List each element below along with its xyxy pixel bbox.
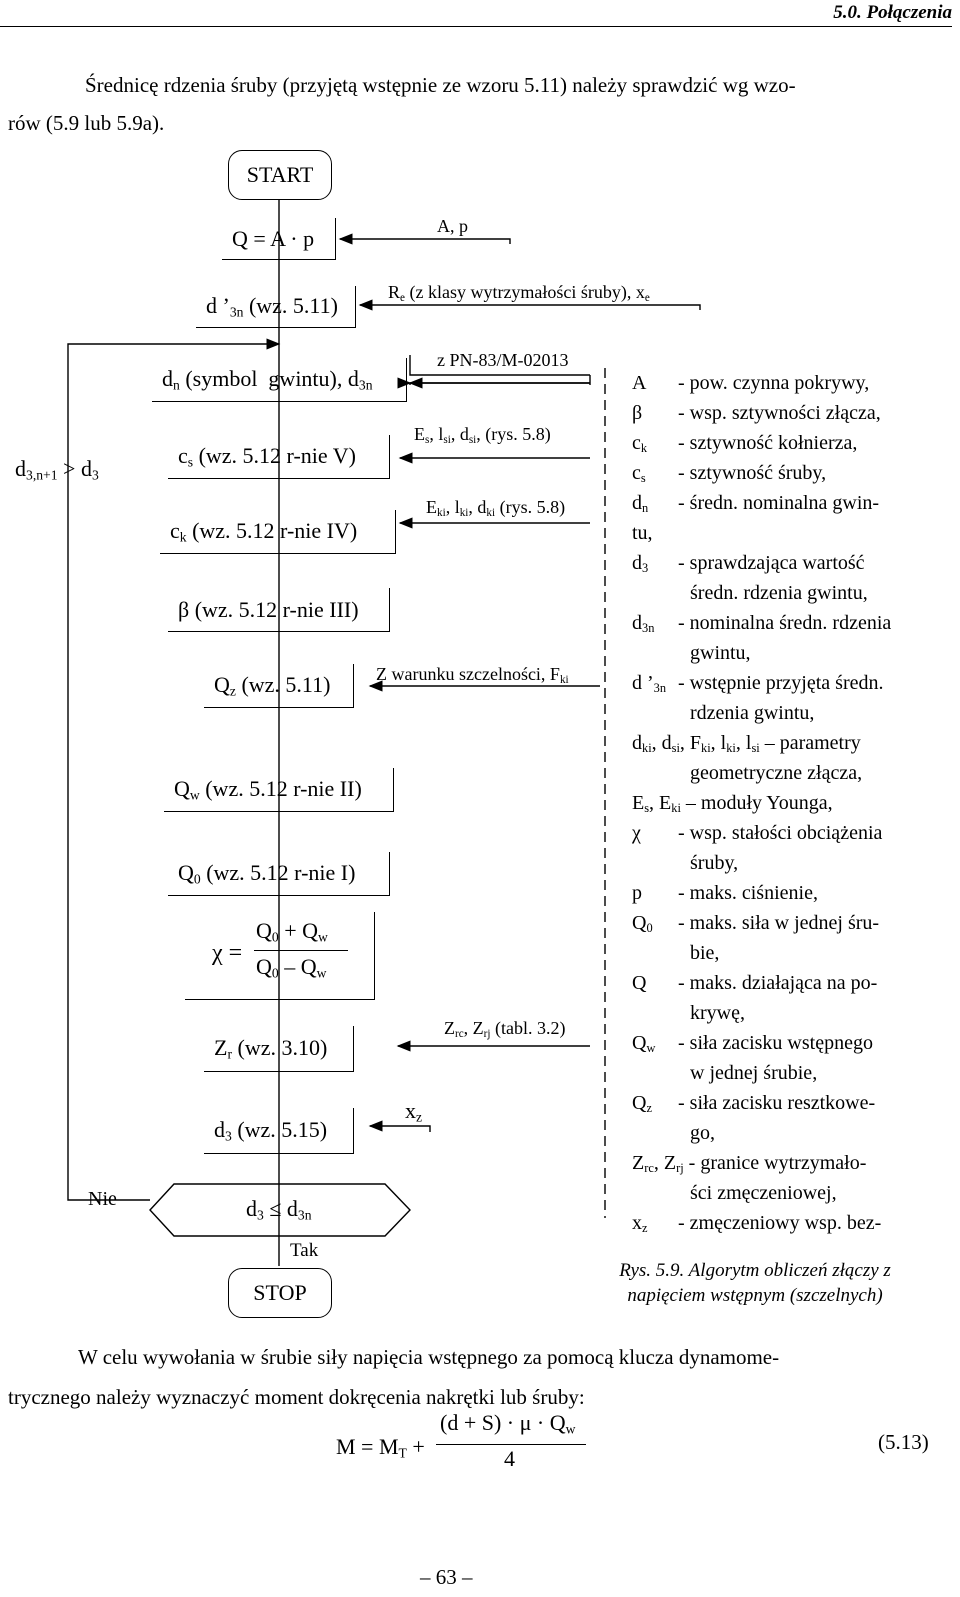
equation-fraction-bar bbox=[436, 1444, 586, 1445]
step-ck bbox=[160, 510, 396, 554]
step-cs-text: $c_s$ (wz. 5.12 r-nie V) bbox=[178, 442, 356, 470]
legend-xz: $x_z$ bbox=[632, 1212, 648, 1236]
step-qz bbox=[204, 664, 354, 708]
legend-dn-desc-2: tu, bbox=[632, 522, 653, 544]
legend-geom: $d_{ki}$, $d_{si}$, $F_{ki}$, $l_{ki}$, $l_{si}$ – parametry bbox=[632, 732, 861, 756]
legend-a-desc: - pow. czynna pokrywy, bbox=[678, 372, 870, 394]
step-q0-text: $Q_0$ (wz. 5.12 r-nie I) bbox=[178, 859, 356, 887]
legend-d3n-desc: - nominalna średn. rdzenia bbox=[678, 612, 892, 634]
stop-terminal: STOP bbox=[228, 1268, 332, 1318]
figure-caption bbox=[565, 1258, 945, 1308]
legend-q0-desc: - maks. siła w jednej śru- bbox=[678, 912, 880, 934]
legend-a: A bbox=[632, 372, 647, 394]
legend-q-desc-2: krywę, bbox=[690, 1002, 745, 1024]
arrow-a-p bbox=[340, 239, 510, 244]
page-number: – 63 – bbox=[420, 1565, 473, 1589]
legend-geom-desc-2: geometryczne złącza, bbox=[690, 762, 863, 784]
legend-dn: $d_n$ bbox=[632, 492, 649, 516]
intro-line-2: rów (5.9 lub 5.9a). bbox=[8, 111, 165, 135]
step-qz-text: $Q_z$ (wz. 5.11) bbox=[214, 671, 331, 699]
label-yes: Tak bbox=[290, 1240, 319, 1261]
step-d3n-text: d $’_{3n}$ (wz. 5.11) bbox=[206, 292, 338, 320]
step-q0 bbox=[168, 852, 390, 896]
step-qw bbox=[164, 768, 394, 812]
input-a-p: A, p bbox=[437, 216, 468, 236]
body-line-2: trycznego należy wyznaczyć moment dokręcenia nakrętki lub śruby: bbox=[8, 1385, 585, 1409]
legend-d3n-desc-2: gwintu, bbox=[690, 642, 751, 664]
caption-line-2: napięciem wstępnym (szczelnych) bbox=[627, 1285, 883, 1306]
equation-lhs: $M = M_T$ + bbox=[336, 1434, 425, 1461]
legend-zrc-desc: - granice wytrzymało- bbox=[688, 1152, 867, 1174]
input-re: $R_e$ (z klasy wytrzymałości śruby), $x_e$ bbox=[388, 282, 650, 304]
caption-line-1: Rys. 5.9. Algorytm obliczeń złączy z bbox=[619, 1260, 891, 1281]
legend-beta: β bbox=[632, 402, 643, 424]
legend-geom-desc: – parametry bbox=[764, 732, 861, 754]
chi-fraction-bar bbox=[254, 950, 348, 951]
step-q-text: Q = A · p bbox=[232, 225, 315, 251]
step-dn bbox=[152, 358, 407, 402]
legend-d3n-initial: d $’_{3n}$ bbox=[632, 672, 667, 696]
input-pn: z PN-83/M-02013 bbox=[437, 350, 569, 370]
legend-qw-desc-2: w jednej śrubie, bbox=[690, 1062, 818, 1084]
start-terminal: START bbox=[228, 150, 332, 200]
step-dn-text: $d_n$ (symbol gwintu), $d_{3n}$ bbox=[162, 365, 373, 393]
legend-p: p bbox=[632, 882, 642, 904]
legend-zrc-desc-2: ści zmęczeniowej, bbox=[690, 1182, 837, 1204]
equation-numerator: $(d + S) \cdot \mu \cdot Q_w$ bbox=[440, 1410, 576, 1437]
chi-denominator: $Q_0 - Q_w$ bbox=[256, 954, 327, 981]
legend-ck-desc: - sztywność kołnierza, bbox=[678, 432, 858, 454]
step-qw-text: $Q_w$ (wz. 5.12 r-nie II) bbox=[174, 775, 362, 803]
step-zr-text: $Z_r$ (wz. 3.10) bbox=[214, 1034, 328, 1062]
step-ck-text: $c_k$ (wz. 5.12 r-nie IV) bbox=[170, 517, 358, 545]
legend-qz: $Q_z$ bbox=[632, 1092, 652, 1116]
legend-qz-desc-2: go, bbox=[690, 1122, 715, 1144]
legend-beta-desc: - wsp. sztywności złącza, bbox=[678, 402, 881, 424]
input-fki: Z warunku szczelności, $F_{ki}$ bbox=[376, 664, 569, 686]
legend-cs-desc: - sztywność śruby, bbox=[678, 462, 827, 484]
step-cs bbox=[168, 435, 390, 479]
chi-numerator: $Q_0 + Q_w$ bbox=[256, 918, 328, 945]
step-beta-text: β (wz. 5.12 r-nie III) bbox=[178, 596, 359, 622]
input-ek: $E_{ki}$, $l_{ki}$, $d_{ki}$ (rys. 5.8) bbox=[426, 497, 566, 519]
legend-d3n-initial-desc: - wstępnie przyjęta średn. bbox=[678, 672, 884, 694]
legend-qz-desc: - siła zacisku resztkowe- bbox=[678, 1092, 876, 1114]
arrow-re bbox=[360, 305, 700, 310]
legend-chi: χ bbox=[632, 822, 641, 844]
legend-q: Q bbox=[632, 972, 647, 994]
arrow-xz bbox=[370, 1126, 430, 1132]
step-d3n-initial bbox=[196, 286, 356, 328]
legend-cs: $c_s$ bbox=[632, 462, 646, 486]
legend bbox=[632, 368, 952, 1238]
legend-q0-desc-2: bie, bbox=[690, 942, 720, 964]
equation-denominator: 4 bbox=[504, 1446, 515, 1471]
legend-q-desc: - maks. działająca na po- bbox=[678, 972, 878, 994]
legend-es: $E_s$, $E_{ki}$ – moduły Younga, bbox=[632, 792, 833, 816]
input-xz: $x_z$ bbox=[405, 1098, 423, 1125]
legend-p-desc: - maks. ciśnienie, bbox=[678, 882, 818, 904]
equation-number: (5.13) bbox=[878, 1430, 929, 1454]
step-d3-text: $d_3$ (wz. 5.15) bbox=[214, 1116, 328, 1144]
input-es: $E_s$, $l_{si}$, $d_{si}$, (rys. 5.8) bbox=[414, 424, 551, 446]
step-zr bbox=[204, 1026, 354, 1072]
legend-chi-desc: - wsp. stałości obciążenia bbox=[678, 822, 883, 844]
label-no: Nie bbox=[88, 1188, 117, 1210]
legend-xz-desc: - zmęczeniowy wsp. bez- bbox=[678, 1212, 882, 1234]
body-line-1: W celu wywołania w śrubie siły napięcia wstępnego za pomocą klucza dynamome- bbox=[78, 1345, 780, 1369]
input-zrc: $Z_{rc}$, $Z_{rj}$ (tabl. 3.2) bbox=[444, 1018, 566, 1040]
header-title: 5.0. Połączenia bbox=[833, 2, 952, 23]
intro-line-1: Średnicę rdzenia śruby (przyjętą wstępnie ze wzoru 5.11) należy sprawdzić wg wzo- bbox=[85, 73, 796, 97]
step-beta bbox=[168, 588, 390, 632]
legend-d3: $d_3$ bbox=[632, 552, 649, 576]
legend-ck: $c_k$ bbox=[632, 432, 648, 456]
legend-d3-desc-2: średn. rdzenia gwintu, bbox=[690, 582, 868, 604]
decision-text: $d_3 \le d_{3n}$ bbox=[246, 1196, 312, 1223]
legend-d3n-initial-desc-2: rdzenia gwintu, bbox=[690, 702, 815, 724]
legend-chi-desc-2: śruby, bbox=[690, 852, 739, 874]
legend-es-desc: – moduły Younga, bbox=[685, 792, 833, 814]
step-d3 bbox=[204, 1108, 354, 1154]
legend-q0: $Q_0$ bbox=[632, 912, 653, 936]
legend-dn-desc: - średn. nominalna gwin- bbox=[678, 492, 880, 514]
legend-qw: $Q_w$ bbox=[632, 1032, 656, 1056]
chi-lhs: χ = bbox=[212, 940, 243, 966]
loop-condition: $d_{3,n+1} > d_3$ bbox=[15, 456, 99, 483]
legend-d3-desc: - sprawdzająca wartość bbox=[678, 552, 865, 574]
legend-d3n: $d_{3n}$ bbox=[632, 612, 655, 636]
legend-zrc: $Z_{rc}$, $Z_{rj}$ - granice wytrzymało- bbox=[632, 1152, 867, 1176]
step-q bbox=[222, 218, 336, 260]
legend-qw-desc: - siła zacisku wstępnego bbox=[678, 1032, 873, 1054]
